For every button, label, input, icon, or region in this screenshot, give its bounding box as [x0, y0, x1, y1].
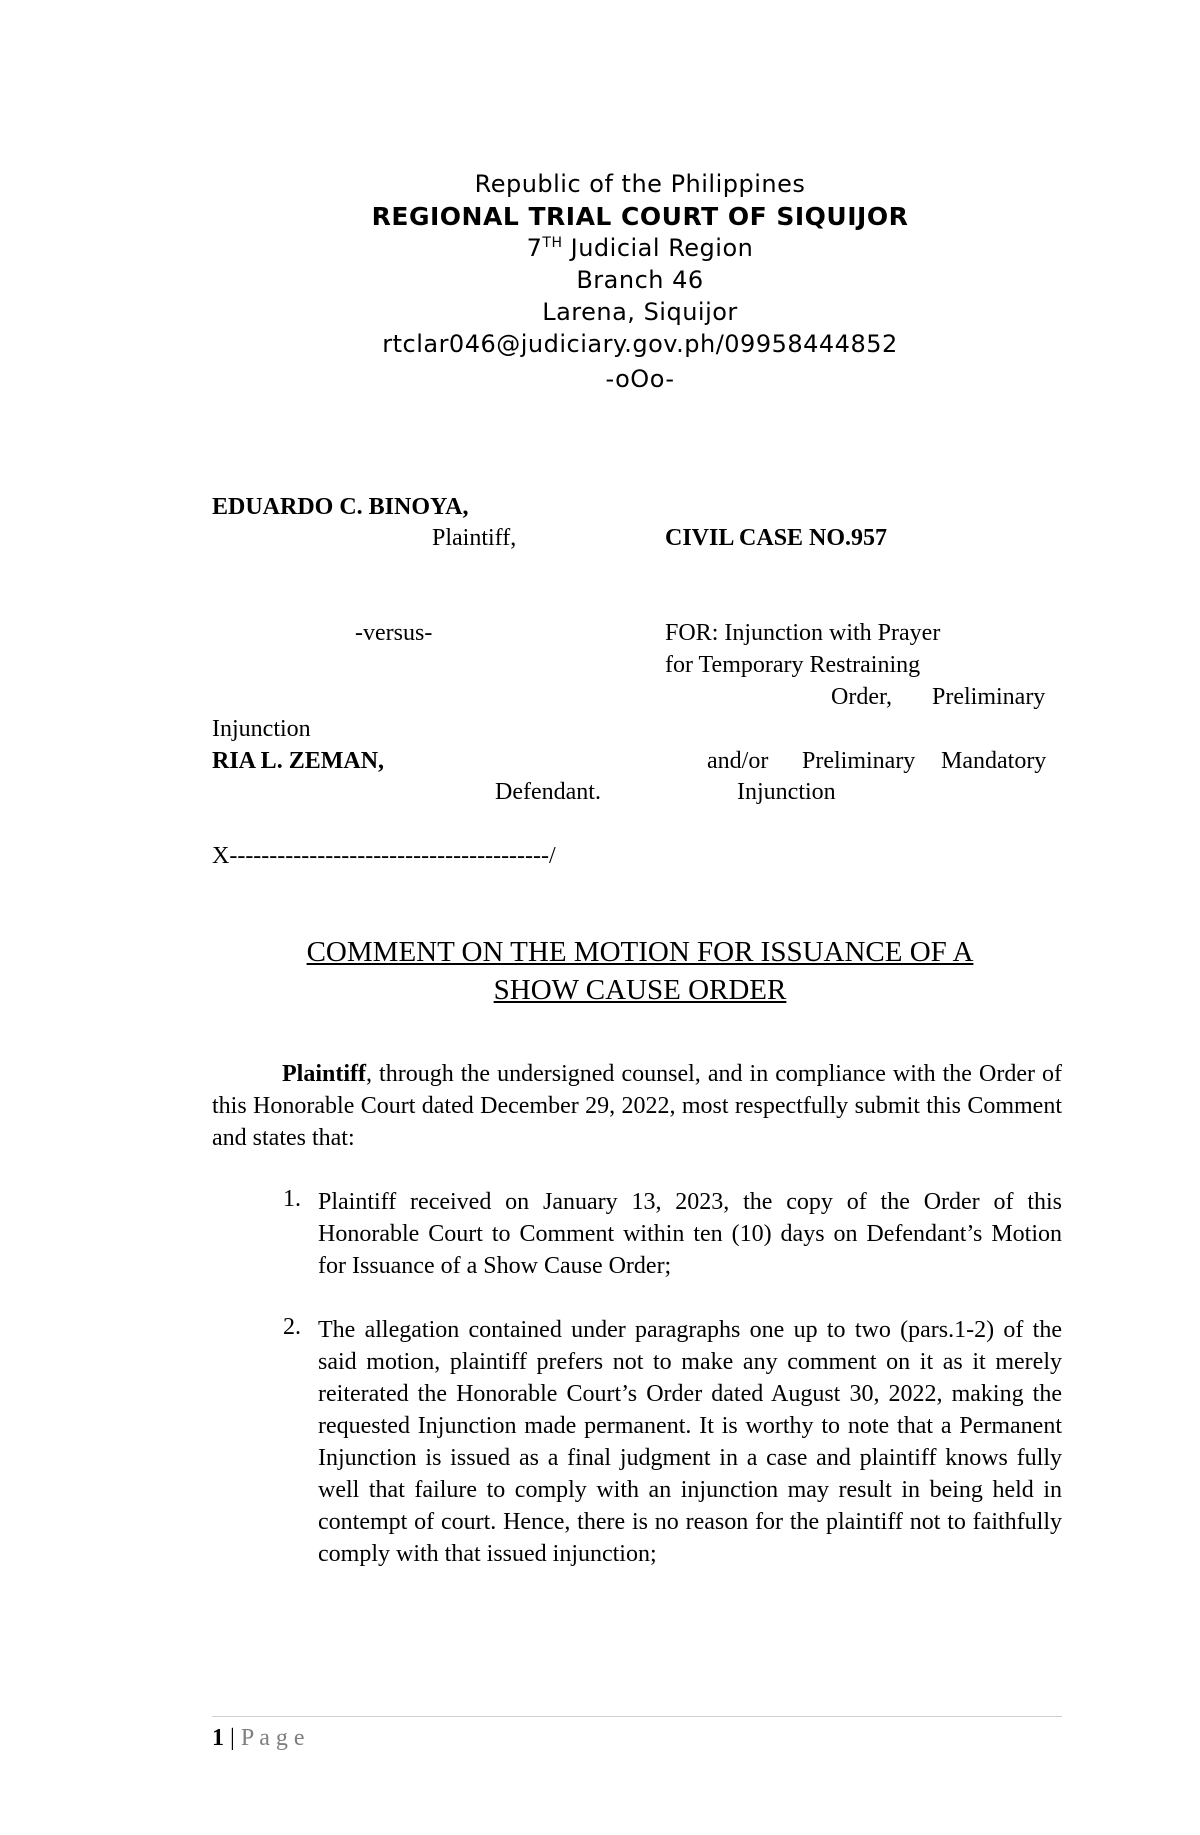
caption-closing-line: X----------------------------------------/ [212, 843, 556, 869]
plaintiff-name: EDUARDO C. BINOYA, [212, 494, 469, 520]
case-nature-injunction: Injunction [212, 716, 311, 742]
defendant-role: Defendant. [495, 779, 601, 805]
case-nature-andor: and/or [707, 748, 769, 774]
header-republic: Republic of the Philippines [474, 170, 806, 198]
header-location: Larena, Siquijor [542, 298, 738, 326]
document-title-line-1: COMMENT ON THE MOTION FOR ISSUANCE OF A [306, 936, 974, 968]
item-number-2: 2. [283, 1314, 301, 1340]
page-separator: | [230, 1725, 235, 1751]
defendant-name: RIA L. ZEMAN, [212, 748, 385, 774]
item-number-1: 1. [283, 1186, 301, 1212]
header-separator: -oOo- [605, 365, 675, 393]
header-region-number: 7 [526, 234, 543, 262]
plaintiff-role: Plaintiff, [432, 525, 517, 551]
case-nature-line-2: for Temporary Restraining [665, 652, 921, 678]
case-nature-preliminary-2: Preliminary [802, 748, 916, 774]
item-text-1: Plaintiff received on January 13, 2023, the copy of the Order of this Honorable Court to Comment within ten (10) days on Defendant’s Motion for Issuance of a Show Cause Order; [318, 1189, 1062, 1279]
header-region-text: Judicial Region [562, 234, 754, 262]
versus-label: -versus- [355, 620, 433, 646]
case-nature-mandatory: Mandatory [941, 748, 1047, 774]
case-nature-line-1: FOR: Injunction with Prayer [665, 620, 941, 646]
header-court-name: REGIONAL TRIAL COURT OF SIQUIJOR [371, 202, 909, 231]
page-footer [212, 1725, 305, 1752]
header-contact: rtclar046@judiciary.gov.ph/09958444852 [382, 330, 898, 358]
case-nature-injunction-2: Injunction [737, 779, 836, 805]
header-judicial-region [0, 234, 1200, 262]
page-label: P a g e [240, 1725, 305, 1751]
document-title-line-2: SHOW CAUSE ORDER [493, 974, 787, 1006]
intro-plaintiff-bold: Plaintiff [282, 1061, 366, 1087]
intro-text: , through the undersigned counsel, and in compliance with the Order of this Honorable Court dated December 29, 2022, most respectfully submit this Comment and states that: [212, 1061, 1062, 1151]
intro-paragraph [212, 1058, 1062, 1154]
case-nature-preliminary: Preliminary [932, 684, 1046, 710]
case-number: CIVIL CASE NO.957 [665, 525, 888, 551]
case-nature-order: Order, [831, 684, 893, 710]
footer-divider [212, 1716, 1062, 1717]
page-number: 1 [212, 1725, 224, 1751]
item-text-2: The allegation contained under paragraphs one up to two (pars.1-2) of the said motion, plaintiff prefers not to make any comment on it as it merely reiterated the Honorable Court’s Order dated August 30, 2022, making the requested Injunction made permanent. It is worthy to note that a Permanent Injunction is issued as a final judgment in a case and plaintiff knows fully well that failure to comply with an injunction may result in being held in contempt of court. Hence, there is no reason for the plaintiff not to faithfully comply with that issued injunction; [318, 1317, 1062, 1567]
header-region-suffix: TH [542, 235, 563, 251]
header-branch: Branch 46 [576, 266, 704, 294]
